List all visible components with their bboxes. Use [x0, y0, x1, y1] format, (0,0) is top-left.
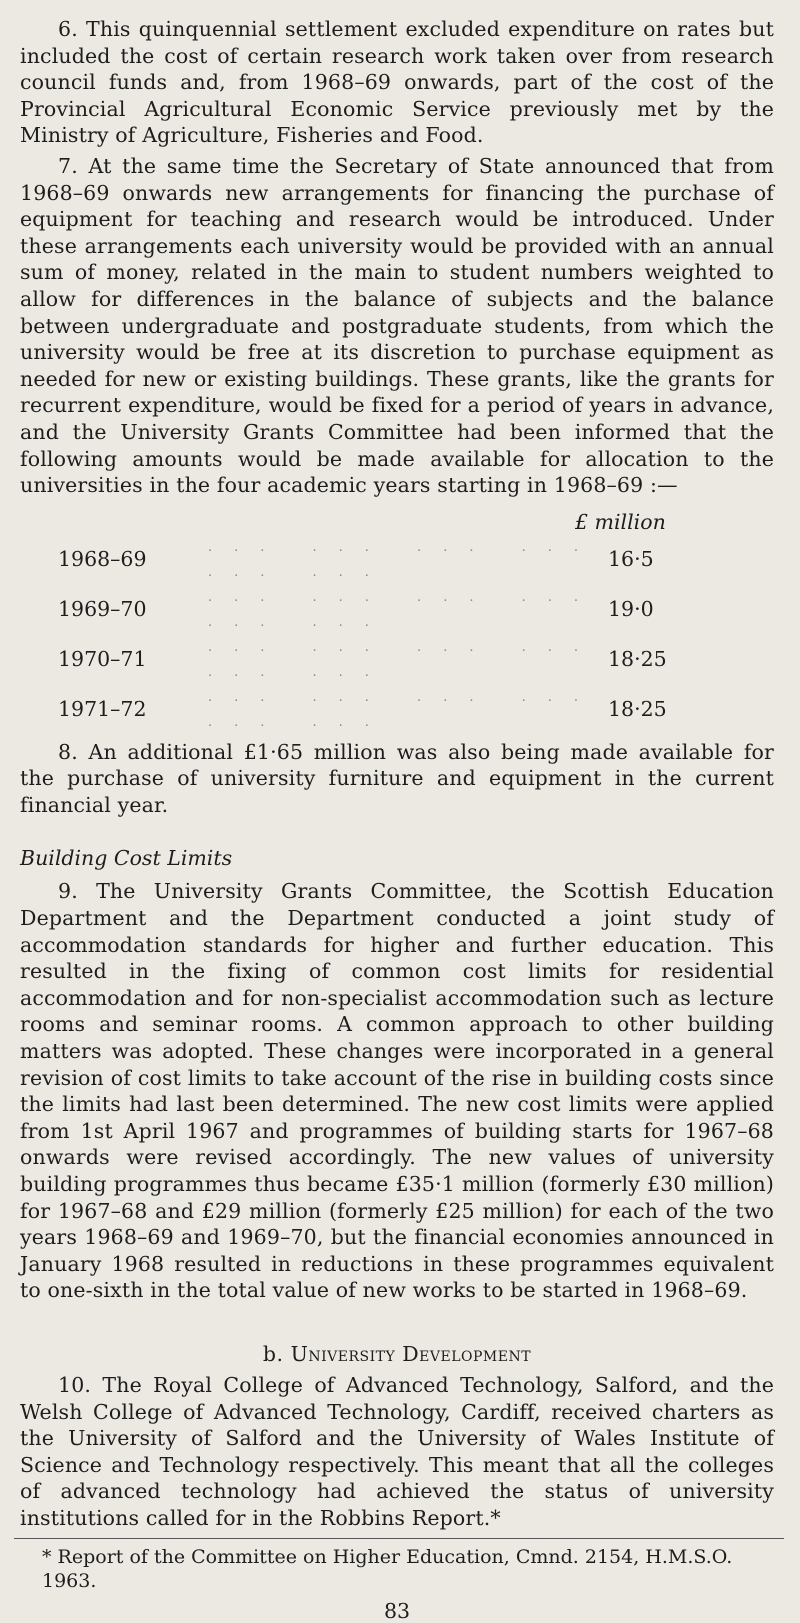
- section-title-text: University Development: [290, 1341, 532, 1366]
- amount-cell: 18·25: [608, 697, 667, 722]
- footnote: * Report of the Committee on Higher Education, Cmnd. 2154, H.M.S.O. 1963.: [42, 1545, 733, 1592]
- paragraph-7: 7. At the same time the Secretary of State announced that from 1968–69 onwards new arrangements for financing the purchase of equipment for teaching and research would be introduced. Under these arrangements each university would be provided with an annual sum of money, related in the main to student numbers weighted to allow for differences in the balance of subjects and the balance between undergraduate and postgraduate students, from which the university would be free at its discretion to purchase equipment as needed for new or existing buildings. These grants, like the grants for recurrent expenditure, would be fixed for a period of years in advance, and the University Grants Committee had been informed that the following amounts would be made available for allocation to the universities in the four academic years starting in 1968–69 :—: [20, 153, 774, 498]
- table-row: [58, 535, 678, 585]
- leader-dots: ... ... ... ... ... ...: [208, 589, 600, 630]
- table-unit-label: £ million: [575, 509, 666, 534]
- section-letter: b.: [262, 1341, 284, 1366]
- table-row: [58, 685, 678, 735]
- section-heading: [20, 1342, 774, 1366]
- building-cost-heading: Building Cost Limits: [20, 846, 233, 871]
- paragraph-10: 10. The Royal College of Advanced Technology, Salford, and the Welsh College of Advanced Technology, Cardiff, received charters as the University of Salford and the University of Wales Institute of Science and Technology respectively. This meant that all the colleges of advanced technology had achieved the status of university institutions called for in the Robbins Report.*: [20, 1372, 774, 1530]
- amount-cell: 16·5: [608, 547, 654, 572]
- allocation-table: [58, 535, 678, 735]
- amount-cell: 18·25: [608, 647, 667, 672]
- year-cell: 1971–72: [58, 697, 147, 722]
- paragraph-9: 9. The University Grants Committee, the Scottish Education Department and the Department conducted a joint study of accommodation standards for higher and further education. This resulted in the fixing of common cost limits for residential accommodation and for non-specialist accommodation such as lecture rooms and seminar rooms. A common approach to other building matters was adopted. These changes were incorporated in a general revision of cost limits to take account of the rise in building costs since the limits had last been determined. The new cost limits were applied from 1st April 1967 and programmes of building starts for 1967–68 onwards were revised accordingly. The new values of university building programmes thus became £35·1 million (formerly £30 million) for 1967–68 and £29 million (formerly £25 million) for each of the two years 1968–69 and 1969–70, but the financial economies announced in January 1968 resulted in reductions in these programmes equivalent to one-sixth in the total value of new works to be started in 1968–69.: [20, 879, 774, 1303]
- leader-dots: ... ... ... ... ... ...: [208, 639, 600, 680]
- table-row: [58, 585, 678, 635]
- year-cell: 1968–69: [58, 547, 147, 572]
- page-number: 83: [383, 1598, 411, 1623]
- paragraph-6: 6. This quinquennial settlement excluded expenditure on rates but included the cost of certain research work taken over from research council funds and, from 1968–69 onwards, part of the cost of the Provincial Agricultural Economic Service previously met by the Ministry of Agriculture, Fisheries and Food.: [20, 17, 774, 148]
- paragraph-8: 8. An additional £1·65 million was also being made available for the purchase of university furniture and equipment in the current financial year.: [20, 739, 774, 817]
- leader-dots: ... ... ... ... ... ...: [208, 689, 600, 730]
- year-cell: 1970–71: [58, 647, 147, 672]
- table-row: [58, 635, 678, 685]
- amount-cell: 19·0: [608, 597, 654, 622]
- footnote-divider: [14, 1538, 784, 1539]
- leader-dots: ... ... ... ... ... ...: [208, 539, 600, 580]
- year-cell: 1969–70: [58, 597, 147, 622]
